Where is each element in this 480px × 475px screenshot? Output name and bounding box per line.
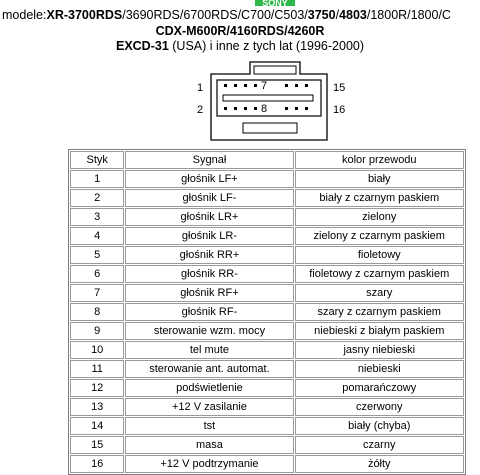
cell-pin: 12	[70, 379, 124, 397]
models-label: modele:	[2, 8, 47, 22]
cell-signal: +12 V zasilanie	[125, 398, 293, 416]
table-row	[70, 455, 464, 473]
pin-label-16: 16	[333, 104, 346, 116]
cell-pin: 16	[70, 455, 124, 473]
table-row	[70, 284, 464, 302]
cell-wire-color: żółty	[295, 455, 465, 473]
table-row	[70, 417, 464, 435]
table-row	[70, 265, 464, 283]
cell-signal: głośnik LR+	[125, 208, 293, 226]
pin-mark-8: 8	[261, 103, 268, 115]
cell-signal: tst	[125, 417, 293, 435]
cell-wire-color: zielony	[295, 208, 465, 226]
connector-diagram	[195, 58, 355, 148]
models-line-2: CDX-M600R/4160RDS/4260R	[155, 24, 325, 38]
cell-signal: tel mute	[125, 341, 293, 359]
cell-wire-color: czerwony	[295, 398, 465, 416]
cell-signal: sterowanie wzm. mocy	[125, 322, 293, 340]
table-row	[70, 436, 464, 454]
table-row	[70, 360, 464, 378]
models-list	[46, 8, 450, 22]
cell-signal: +12 V podtrzymanie	[125, 455, 293, 473]
table-row	[70, 208, 464, 226]
cell-signal: głośnik LR-	[125, 227, 293, 245]
header-pin: Styk	[70, 151, 124, 169]
header-wire-color: kolor przewodu	[295, 151, 465, 169]
cell-wire-color: niebieski	[295, 360, 465, 378]
cell-wire-color: niebieski z białym paskiem	[295, 322, 465, 340]
cell-pin: 2	[70, 189, 124, 207]
cell-pin: 9	[70, 322, 124, 340]
cell-wire-color: czarny	[295, 436, 465, 454]
cell-pin: 10	[70, 341, 124, 359]
header-signal: Sygnał	[125, 151, 293, 169]
cell-signal: głośnik RR-	[125, 265, 293, 283]
cell-wire-color: szary	[295, 284, 465, 302]
cell-wire-color: jasny niebieski	[295, 341, 465, 359]
cell-pin: 3	[70, 208, 124, 226]
cell-pin: 8	[70, 303, 124, 321]
table-row	[70, 227, 464, 245]
pin-mark-7: 7	[261, 80, 268, 92]
cell-signal: głośnik RF-	[125, 303, 293, 321]
brand-badge: SONY	[255, 0, 295, 6]
cell-pin: 1	[70, 170, 124, 188]
cell-signal: głośnik RR+	[125, 246, 293, 264]
models-part: 3750	[307, 8, 336, 22]
cell-signal: głośnik LF-	[125, 189, 293, 207]
cell-pin: 6	[70, 265, 124, 283]
cell-signal: głośnik LF+	[125, 170, 293, 188]
cell-wire-color: zielony z czarnym paskiem	[295, 227, 465, 245]
table-row	[70, 189, 464, 207]
table-row	[70, 303, 464, 321]
cell-signal: masa	[125, 436, 293, 454]
table-row	[70, 341, 464, 359]
table-row	[70, 246, 464, 264]
cell-pin: 4	[70, 227, 124, 245]
cell-pin: 13	[70, 398, 124, 416]
models-part: 4803	[339, 8, 367, 22]
cell-pin: 7	[70, 284, 124, 302]
table-row	[70, 322, 464, 340]
models-line-3-bold: EXCD-31	[115, 39, 169, 53]
cell-wire-color: szary z czarnym paskiem	[295, 303, 465, 321]
models-part: /1800R/1800/C	[366, 8, 451, 22]
models-part: /3690RDS/6700RDS/C700/C503/	[122, 8, 308, 22]
cell-pin: 11	[70, 360, 124, 378]
models-line-3	[0, 39, 480, 54]
cell-pin: 5	[70, 246, 124, 264]
table-row	[70, 398, 464, 416]
cell-wire-color: fioletowy z czarnym paskiem	[295, 265, 465, 283]
cell-wire-color: pomarańczowy	[295, 379, 465, 397]
table-header-row	[70, 151, 464, 169]
pinout-table	[68, 149, 466, 475]
cell-wire-color: biały z czarnym paskiem	[295, 189, 465, 207]
models-part: XR-3700RDS	[46, 8, 123, 22]
cell-signal: głośnik RF+	[125, 284, 293, 302]
cell-wire-color: fioletowy	[295, 246, 465, 264]
pin-label-15: 15	[333, 82, 346, 94]
cell-wire-color: biały	[295, 170, 465, 188]
pin-label-2: 2	[197, 104, 204, 116]
models-line	[2, 8, 451, 23]
cell-signal: podświetlenie	[125, 379, 293, 397]
connector-shape	[195, 58, 355, 148]
table-row	[70, 379, 464, 397]
cell-wire-color: biały (chyba)	[295, 417, 465, 435]
models-line-3-rest: (USA) i inne z tych lat (1996-2000)	[168, 39, 365, 53]
pin-label-1: 1	[197, 82, 204, 94]
cell-pin: 14	[70, 417, 124, 435]
table-row	[70, 170, 464, 188]
cell-signal: sterowanie ant. automat.	[125, 360, 293, 378]
cell-pin: 15	[70, 436, 124, 454]
models-part: /	[335, 8, 340, 22]
